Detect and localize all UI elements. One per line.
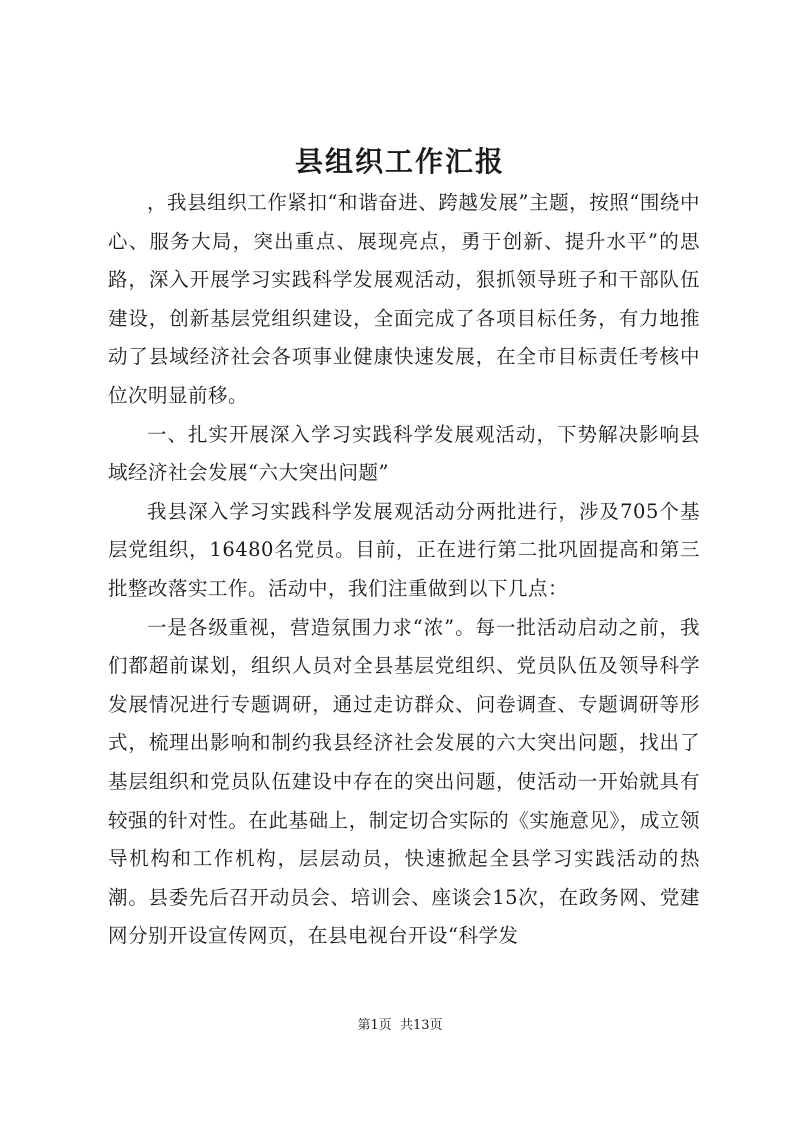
document-body — [108, 184, 700, 956]
page-number: 第1页 — [357, 1018, 392, 1033]
paragraph-point-one: 一是各级重视，营造氛围力求“浓”。每一批活动启动之前，我们都超前谋划，组织人员对全县基层党组织、党员队伍及领导科学发展情况进行专题调研，通过走访群众、问卷调查、专题调研等形式，梳理出影响和制约我县经济社会发展的六大突出问题，找出了基层组织和党员队伍建设中存在的突出问题，使活动一开始就具有较强的针对性。在此基础上，制定切合实际的《实施意见》，成立领导机构和工作机构，层层动员，快速掀起全县学习实践活动的热潮。县委先后召开动员会、培训会、座谈会15次，在政务网、党建网分别开设宣传网页，在县电视台开设“科学发 — [108, 615, 700, 948]
document-title: 县组织工作汇报 — [294, 145, 505, 178]
page-footer — [0, 1016, 800, 1036]
paragraph-section-heading: 一、扎实开展深入学习实践科学发展观活动，下势解决影响县域经济社会发展“六大突出问题” — [108, 422, 700, 485]
page-total: 共13页 — [399, 1018, 443, 1033]
paragraph-intro: ，我县组织工作紧扣“和谐奋进、跨越发展”主题，按照“围绕中心、服务大局，突出重点、展现亮点，勇于创新、提升水平”的思路，深入开展学习实践科学发展观活动，狠抓领导班子和干部队伍建设，创新基层党组织建设，全面完成了各项目标任务，有力地推动了县域经济社会各项事业健康快速发展，在全市目标责任考核中位次明显前移。 — [108, 191, 700, 407]
paragraph-overview: 我县深入学习实践科学发展观活动分两批进行，涉及705个基层党组织，16480名党员。目前，正在进行第二批巩固提高和第三批整改落实工作。活动中，我们注重做到以下几点： — [108, 499, 700, 600]
